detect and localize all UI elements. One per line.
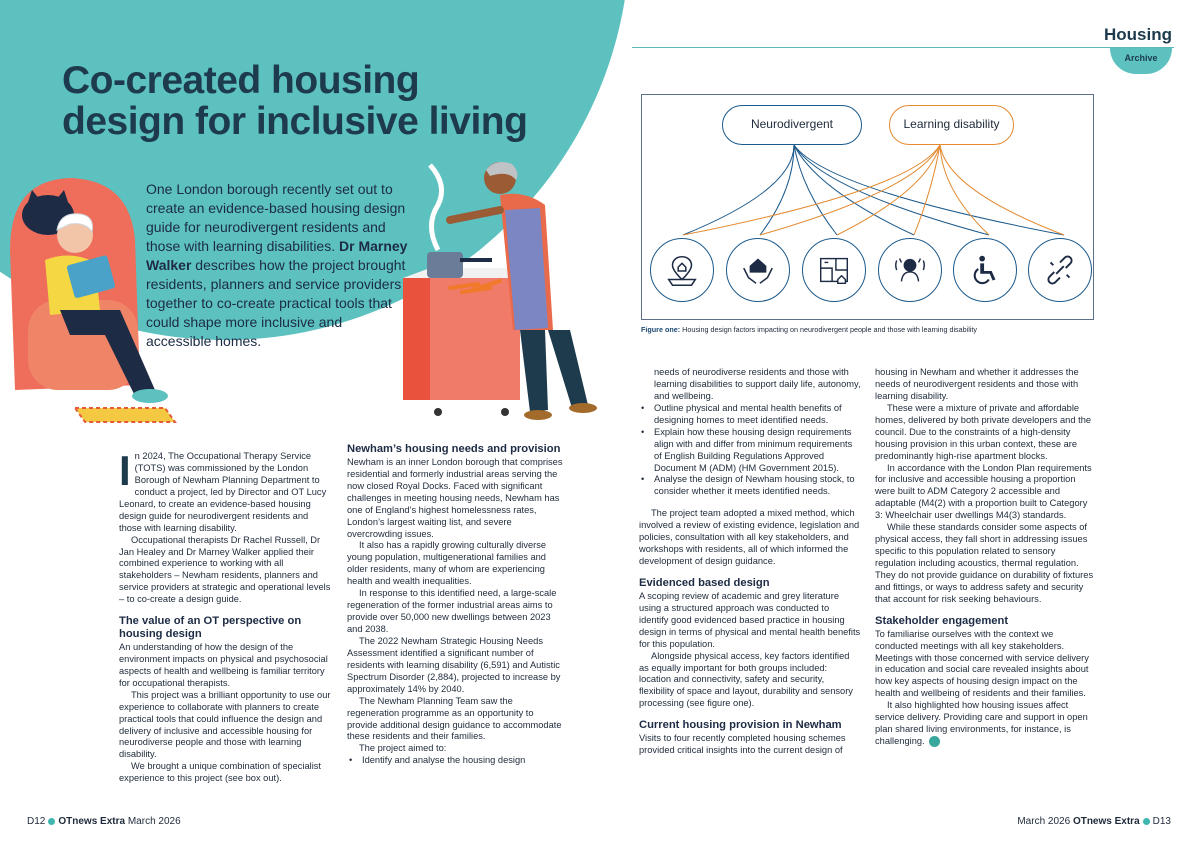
list-item: • Identify and analyse the housing design (347, 755, 565, 767)
paragraph: It also has a rapidly growing culturally diverse young population, multigenerational families and older residents, many of whom are experiencing health and wealth inequalities. (347, 540, 547, 587)
hands-house-icon (726, 238, 790, 302)
figure-one (641, 94, 1094, 320)
broken-link-icon (1028, 238, 1092, 302)
footer-right (1017, 816, 1171, 827)
caption-text: Housing design factors impacting on neurodivergent people and those with learning disability (680, 325, 978, 334)
floor-plan-icon (802, 238, 866, 302)
dot-icon (1143, 818, 1150, 825)
paragraph: Newham is an inner London borough that comprises residential and formerly industrial areas serving the now closed Royal Docks. Faced with significant challenges in meeting housing needs, Newham has one of England’s highest homelessness rates, London’s largest waiting list, and severe overcrowding issues. (347, 456, 563, 539)
ld-connector (940, 145, 989, 235)
issue-date: March 2026 (1017, 816, 1071, 827)
column-3 (639, 367, 861, 757)
paragraph: The project team adopted a mixed method, which involved a review of existing evidence, legislation and policies, consultation with all key stakeholders, and workshops with residents, all of which informed the development of design guidance. (639, 508, 860, 567)
ld-connector (837, 145, 940, 235)
ld-connector (940, 145, 1064, 235)
paragraph: While these standards consider some aspects of physical access, they fall short in addressing issues specific to this population related to sensory regulation including acoustics, thermal regulation. They do not provide guidance on durability of fixtures and fittings, or ways to address safety and security that account for risk seeking behaviours. (875, 522, 1094, 604)
paragraph: The project aimed to: (359, 743, 447, 754)
publication-name: OTnews Extra (58, 816, 126, 827)
publication-name: OTnews Extra (1072, 816, 1140, 827)
aims-list-continued (639, 367, 861, 498)
ld-connector (760, 145, 940, 235)
standfirst-author: Dr Marney Walker (146, 238, 408, 274)
section-title: Housing (1104, 25, 1172, 44)
paragraph: These were a mixture of private and affordable homes, delivered by both private developers and the council. Due to the constraints of a high-density housing provision in this urban context, these are predominantly high-rise apartment blocks. (875, 402, 1092, 461)
continue-arrow-icon[interactable]: ❯ (929, 736, 940, 747)
rug (75, 408, 175, 422)
page-number: D12 (27, 816, 46, 827)
column-1 (119, 447, 331, 785)
neuro-connector (683, 145, 794, 235)
standfirst-text: One London borough recently set out to create an evidence-based housing design guide for neurodivergent residents and those with learning disabilities. (146, 181, 406, 255)
headline-line-2: design for inclusive living (62, 100, 528, 144)
aims-list (347, 755, 565, 767)
neuro-connector (760, 145, 794, 235)
paragraph: Visits to four recently completed housing schemes provided critical insights into the current design of (639, 733, 846, 756)
page-number: D13 (1152, 816, 1171, 827)
neuro-connector (794, 145, 989, 235)
wheelchair-icon (953, 238, 1017, 302)
paragraph: In accordance with the London Plan requirements for inclusive and accessible housing a proportion were built to ADM Category 2 accessible and adaptable (M4(2) with a proportion built to Category 3: Wheelchair user dwellings M4(3) standards. (875, 462, 1092, 521)
issue-date: March 2026 (127, 816, 181, 827)
paragraph: To familiarise ourselves with the context we conducted meetings with all key stakeholders. Meetings with those concerned with service delivery in education and social care revealed insights about how key aspects of housing design impact on the health and wellbeing of residents and their families. (875, 628, 1089, 699)
figure-caption (641, 325, 1096, 334)
list-item: • Outline physical and mental health benefits of designing homes to meet identified needs. (639, 403, 861, 427)
list-item: • Analyse the design of Newham housing stock, to consider whether it meets identified needs. (639, 474, 861, 498)
drop-cap: I (119, 447, 131, 494)
list-item: needs of neurodiverse residents and those with learning disabilities to support daily life, autonomy, and wellbeing. (654, 367, 861, 401)
caption-label: Figure one: (641, 325, 681, 334)
header-rule (632, 47, 1174, 48)
paragraph: In response to this identified need, a large-scale regeneration of the former industrial areas aims to provide over 50,000 new dwellings between 2023 and 2038. (347, 588, 557, 634)
neurodivergent-node: Neurodivergent (722, 105, 862, 145)
paragraph: housing in Newham and whether it addresses the needs of neurodivergent residents and those with learning disability. (875, 367, 1079, 401)
paragraph: n 2024, The Occupational Therapy Service (TOTS) was commissioned by the London Borough of Newham Planning Department to conduct a project, led by Director and OT Lucy Leonard, to create an evidence-based housing design guide for neurodivergent residents and those with learning disability. (119, 451, 327, 533)
sensory-overload-icon (878, 238, 942, 302)
paragraph: Occupational therapists Dr Rachel Russell, Dr Jan Healey and Dr Marney Walker applied their combined experience to working with all stakeholders – Newham residents, planners and service providers at strategic and operational levels – to co-create a design guide. (119, 534, 331, 605)
paragraph: This project was a brilliant opportunity to use our experience to collaborate with planners to create practical tools that could influence the design and delivery of inclusive and accessible housing for neurodiverse people and those with learning disability. (119, 689, 331, 760)
paragraph: A scoping review of academic and grey literature using a structured approach was conducted to identify good evidenced based practice in housing design in terms of physical and mental health benefits for this population. (639, 590, 861, 649)
neuro-connector (794, 145, 837, 235)
headline-line-1: Co-created housing (62, 59, 420, 102)
ld-connector (683, 145, 940, 235)
slippers (132, 389, 168, 403)
paragraph-text: It also highlighted how housing issues affect service delivery. Providing care and support in open plan shared living environments, for instance, is challenging. (875, 700, 1088, 747)
neuro-connector (794, 145, 914, 235)
figure-connector-lines (642, 95, 1095, 321)
paragraph: Alongside physical access, key factors identified as equally important for both groups included: location and connectivity, safety and security, flexibility of space and layout, durability and sensory processing (see figure one). (639, 650, 853, 709)
footer-left (27, 816, 181, 827)
location-home-icon (650, 238, 714, 302)
subheading: Evidenced based design (639, 577, 770, 589)
paragraph (875, 700, 1097, 748)
column-2 (347, 443, 565, 767)
subheading: The value of an OT perspective on housing design (119, 615, 302, 641)
archive-tab[interactable]: Archive (1110, 48, 1172, 74)
dot-icon (48, 818, 55, 825)
list-item: • Explain how these housing design requirements align with and differ from minimum requirements of English Building Regulations Approved Document M (ADM) (HM Government 2015). (639, 427, 861, 475)
man-legs (520, 330, 588, 412)
paragraph: An understanding of how the design of the environment impacts on physical and psychosocial aspects of health and wellbeing is familiar territory for occupational therapists. (119, 641, 328, 688)
paragraph: The 2022 Newham Strategic Housing Needs Assessment identified a significant number of residents with learning disability (6,591) and Autistic Spectrum Disorder (2,884), projected to increase by approximately 14% by 2040. (347, 635, 561, 694)
standfirst-text-2: describes how the project brought residents, planners and service providers together to co-create practical tools that could shape more inclusive and accessible homes. (146, 257, 406, 350)
pot (427, 252, 463, 278)
paragraph: We brought a unique combination of specialist experience to this project (see box out). (119, 761, 322, 784)
standfirst (146, 180, 408, 351)
subheading: Newham’s housing needs and provision (347, 443, 561, 455)
learning-disability-node: Learning disability (889, 105, 1014, 145)
paragraph: The Newham Planning Team saw the regeneration programme as an opportunity to provide additional design guidance to accommodate these residents and their families. (347, 695, 562, 742)
subheading: Stakeholder engagement (875, 614, 1009, 627)
subheading: Current housing provision in Newham (639, 719, 842, 732)
column-4 (875, 367, 1097, 748)
headline (62, 60, 592, 143)
